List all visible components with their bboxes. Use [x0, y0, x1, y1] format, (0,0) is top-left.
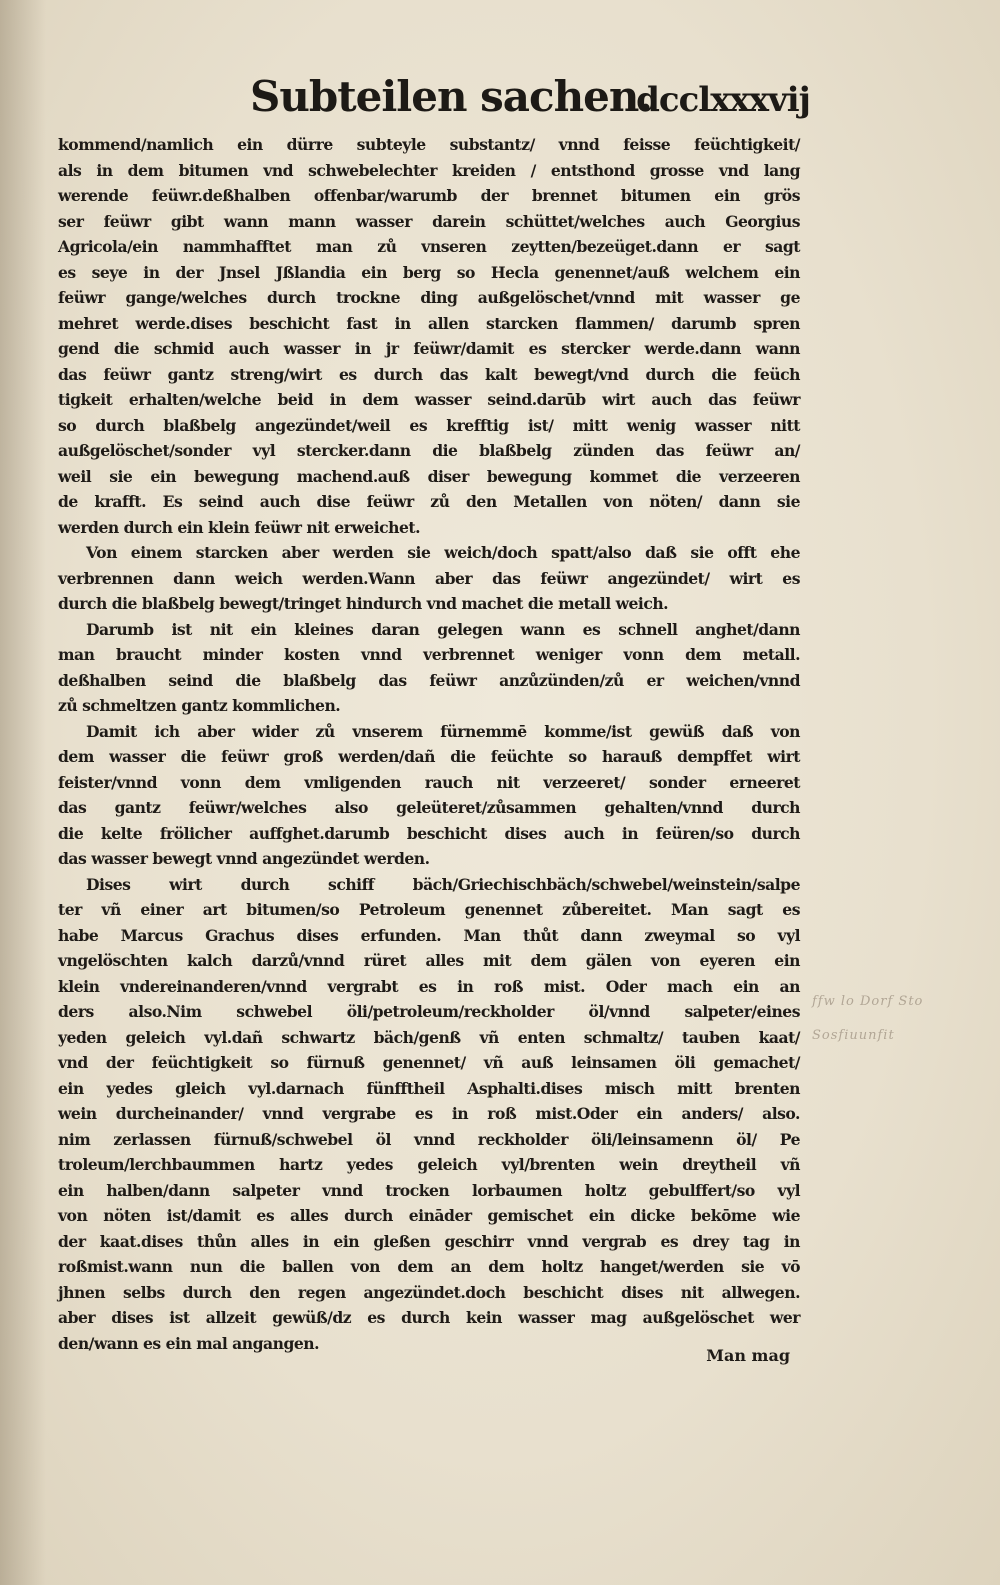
running-title: Subteilen sachen. [250, 72, 652, 121]
folio-number: dcclxxxvij [636, 80, 810, 120]
text-line: man braucht minder kosten vnnd verbrennet weniger vonn dem metall. [58, 645, 800, 664]
text-line: ders also.Nim schwebel öli/petroleum/reckholder öl/vnnd salpeter/eines [58, 1002, 800, 1021]
text-line: ser feüwr gibt wann mann wasser darein schüttet/welches auch Georgius [58, 211, 800, 231]
handwritten-margin-note [812, 985, 942, 1053]
text-line: Von einem starcken aber werden sie weich/doch spatt/also daß sie offt ehe [86, 543, 800, 562]
text-line: feister/vnnd vonn dem vmligenden rauch nit verzeeret/ sonder erneeret [58, 772, 800, 792]
text-line: ein yedes gleich vyl.darnach fünfftheil Asphalti.dises misch mitt brenten [58, 1078, 800, 1098]
text-line: deßhalben seind die blaßbelg das feüwr anzůzünden/zů er weichen/vnnd [58, 670, 800, 690]
text-line: Agricola/ein nammhafftet man zů vnseren zeytten/bezeüget.dann er sagt [58, 237, 800, 256]
text-line: aber dises ist allzeit gewüß/dz es durch kein wasser mag außgelöschet wer [58, 1308, 800, 1327]
text-line: werden durch ein klein feüwr nit erweichet. [58, 517, 421, 537]
text-line: durch die blaßbelg bewegt/tringet hindurch vnd machet die metall weich. [58, 594, 669, 613]
text-line: es seye in der Jnsel Jßlandia ein berg so Hecla genennet/auß welchem ein [58, 262, 800, 282]
text-line: das gantz feüwr/welches also geleüteret/zůsammen gehalten/vnnd durch [58, 798, 800, 817]
text-line: vnd der feüchtigkeit so fürnuß genennet/ vñ auß leinsamen öli gemachet/ [58, 1053, 800, 1072]
text-line: als in dem bitumen vnd schwebelechter kreiden / entsthond grosse vnd lang [58, 160, 800, 180]
text-line: verbrennen dann weich werden.Wann aber das feüwr angezündet/ wirt es [58, 568, 800, 588]
text-line: von nöten ist/damit es alles durch eināder gemischet ein dicke bekōme wie [58, 1206, 800, 1225]
text-line: Dises wirt durch schiff bäch/Griechischbäch/schwebel/weinstein/salpe [86, 874, 800, 894]
text-line: wein durcheinander/ vnnd vergrabe es in roß mist.Oder ein anders/ also. [58, 1104, 800, 1123]
text-line: den/wann es ein mal angangen. [58, 1333, 320, 1353]
text-line: außgelöschet/sonder vyl stercker.dann die blaßbelg zünden das feüwr an/ [58, 441, 800, 460]
text-line: yeden geleich vyl.dañ schwartz bäch/genß vñ enten schmaltz/ tauben kaat/ [58, 1027, 800, 1047]
margin-note-line: Sosfiuunfit [812, 1028, 895, 1043]
catchword: Man mag [706, 1346, 790, 1365]
text-line: vngelöschten kalch darzů/vnnd rüret alles mit dem gälen von eyeren ein [58, 951, 800, 970]
text-line: mehret werde.dises beschicht fast in allen starcken flammen/ darumb spren [58, 313, 800, 333]
body-text [58, 132, 800, 1356]
text-line: ein halben/dann salpeter vnnd trocken lorbaumen holtz gebulffert/so vyl [58, 1180, 800, 1200]
text-line: tigkeit erhalten/welche beid in dem wasser seind.darūb wirt auch das feüwr [58, 390, 800, 409]
text-line: der kaat.dises thůn alles in ein gleßen geschirr vnnd vergrab es drey tag in [58, 1231, 800, 1251]
text-line: roßmist.wann nun die ballen von dem an dem holtz hanget/werden sie vō [58, 1257, 800, 1276]
page-header [250, 72, 810, 132]
text-line: Darumb ist nit ein kleines daran gelegen wann es schnell anghet/dann [86, 619, 800, 639]
text-line: kommend/namlich ein dürre subteyle substantz/ vnnd feisse feüchtigkeit/ [58, 135, 800, 154]
gutter-shadow [0, 0, 46, 1585]
text-line: nim zerlassen fürnuß/schwebel öl vnnd reckholder öli/leinsamenn öl/ Pe [58, 1129, 800, 1149]
text-line: werende feüwr.deßhalben offenbar/warumb der brennet bitumen ein grös [58, 186, 800, 205]
text-line: troleum/lerchbaummen hartz yedes geleich vyl/brenten wein dreytheil vñ [58, 1155, 800, 1174]
text-line: das feüwr gantz streng/wirt es durch das kalt bewegt/vnd durch die feüch [58, 364, 800, 384]
text-line: Damit ich aber wider zů vnserem fürnemmē komme/ist gewüß daß von [86, 721, 800, 741]
text-line: dem wasser die feüwr groß werden/dañ die feüchte so harauß dempffet wirt [58, 747, 800, 766]
text-line: das wasser bewegt vnnd angezündet werden. [58, 849, 430, 868]
text-line: gend die schmid auch wasser in jr feüwr/damit es stercker werde.dann wann [58, 339, 800, 358]
text-line: klein vndereinanderen/vnnd vergrabt es in roß mist. Oder mach ein an [58, 976, 800, 996]
margin-note-line: ffw lo Dorf Sto [812, 994, 924, 1009]
text-line: habe Marcus Grachus dises erfunden. Man thůt dann zweymal so vyl [58, 925, 800, 945]
text-line: weil sie ein bewegung machend.auß diser bewegung kommet die verzeeren [58, 466, 800, 486]
text-line: die kelte frölicher auffghet.darumb beschicht dises auch in feüren/so durch [58, 823, 800, 843]
text-line: jhnen selbs durch den regen angezündet.doch beschicht dises nit allwegen. [58, 1282, 800, 1302]
text-line: ter vñ einer art bitumen/so Petroleum genennet zůbereitet. Man sagt es [58, 900, 800, 919]
text-line: feüwr gange/welches durch trockne ding außgelöschet/vnnd mit wasser ge [58, 288, 800, 307]
text-line: zů schmeltzen gantz kommlichen. [58, 696, 341, 715]
text-line: de krafft. Es seind auch dise feüwr zů den Metallen von nöten/ dann sie [58, 492, 800, 511]
text-line: so durch blaßbelg angezündet/weil es krefftig ist/ mitt wenig wasser nitt [58, 415, 800, 435]
